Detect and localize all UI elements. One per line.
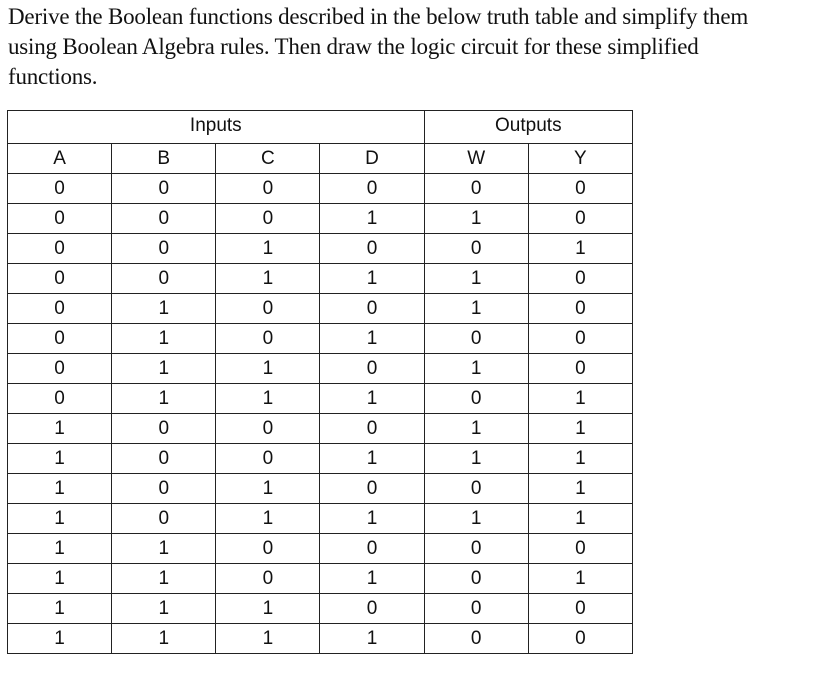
cell-b: 0 — [112, 504, 216, 534]
cell-d: 1 — [320, 204, 424, 234]
cell-d: 1 — [320, 504, 424, 534]
cell-d: 0 — [320, 534, 424, 564]
cell-c: 1 — [216, 264, 320, 294]
cell-d: 1 — [320, 444, 424, 474]
cell-w: 0 — [424, 324, 528, 354]
cell-b: 1 — [112, 624, 216, 654]
cell-w: 0 — [424, 234, 528, 264]
question-text — [8, 2, 828, 92]
table-row — [8, 564, 633, 594]
cell-w: 1 — [424, 264, 528, 294]
cell-a: 0 — [8, 384, 112, 414]
cell-y: 0 — [528, 594, 632, 624]
question-line-1: Derive the Boolean functions described in the below truth table and simplify them — [8, 4, 749, 29]
column-header-w: W — [424, 144, 528, 174]
column-header-c: C — [216, 144, 320, 174]
cell-c: 1 — [216, 234, 320, 264]
cell-c: 1 — [216, 474, 320, 504]
cell-c: 1 — [216, 504, 320, 534]
cell-d: 0 — [320, 474, 424, 504]
cell-b: 1 — [112, 294, 216, 324]
table-row — [8, 204, 633, 234]
table-row — [8, 444, 633, 474]
cell-w: 0 — [424, 624, 528, 654]
column-header-a: A — [8, 144, 112, 174]
cell-a: 0 — [8, 354, 112, 384]
cell-b: 0 — [112, 414, 216, 444]
outputs-header: Outputs — [424, 111, 632, 144]
cell-w: 1 — [424, 294, 528, 324]
cell-a: 1 — [8, 474, 112, 504]
cell-d: 0 — [320, 594, 424, 624]
cell-c: 0 — [216, 444, 320, 474]
cell-w: 1 — [424, 204, 528, 234]
table-row — [8, 324, 633, 354]
cell-b: 1 — [112, 384, 216, 414]
table-row — [8, 174, 633, 204]
column-header-b: B — [112, 144, 216, 174]
cell-y: 1 — [528, 234, 632, 264]
cell-a: 1 — [8, 624, 112, 654]
cell-w: 0 — [424, 594, 528, 624]
cell-y: 1 — [528, 384, 632, 414]
question-line-2: using Boolean Algebra rules. Then draw the logic circuit for these simplified — [8, 34, 699, 59]
cell-b: 1 — [112, 534, 216, 564]
cell-d: 1 — [320, 564, 424, 594]
table-row — [8, 294, 633, 324]
cell-b: 0 — [112, 204, 216, 234]
table-row — [8, 264, 633, 294]
column-header-y: Y — [528, 144, 632, 174]
table-row — [8, 384, 633, 414]
table-row — [8, 234, 633, 264]
table-row — [8, 474, 633, 504]
cell-d: 0 — [320, 354, 424, 384]
cell-c: 0 — [216, 324, 320, 354]
cell-w: 1 — [424, 444, 528, 474]
cell-w: 0 — [424, 174, 528, 204]
cell-y: 0 — [528, 324, 632, 354]
cell-c: 1 — [216, 384, 320, 414]
cell-y: 1 — [528, 444, 632, 474]
cell-w: 1 — [424, 414, 528, 444]
truth-table — [7, 110, 633, 654]
table-row — [8, 354, 633, 384]
cell-a: 1 — [8, 534, 112, 564]
cell-a: 1 — [8, 414, 112, 444]
cell-y: 1 — [528, 414, 632, 444]
cell-c: 1 — [216, 354, 320, 384]
cell-b: 0 — [112, 444, 216, 474]
table-row — [8, 594, 633, 624]
cell-y: 0 — [528, 354, 632, 384]
cell-d: 1 — [320, 624, 424, 654]
cell-y: 1 — [528, 474, 632, 504]
cell-w: 0 — [424, 384, 528, 414]
cell-w: 1 — [424, 354, 528, 384]
cell-w: 0 — [424, 564, 528, 594]
group-header-row — [8, 111, 633, 144]
table-row — [8, 534, 633, 564]
inputs-header: Inputs — [8, 111, 425, 144]
cell-b: 1 — [112, 324, 216, 354]
column-header-row — [8, 144, 633, 174]
cell-d: 0 — [320, 414, 424, 444]
cell-b: 0 — [112, 174, 216, 204]
table-row — [8, 414, 633, 444]
table-row — [8, 504, 633, 534]
cell-c: 0 — [216, 174, 320, 204]
cell-c: 0 — [216, 294, 320, 324]
cell-a: 0 — [8, 204, 112, 234]
cell-d: 1 — [320, 324, 424, 354]
cell-a: 1 — [8, 564, 112, 594]
cell-y: 0 — [528, 204, 632, 234]
cell-y: 1 — [528, 564, 632, 594]
cell-a: 0 — [8, 324, 112, 354]
cell-y: 0 — [528, 624, 632, 654]
cell-b: 0 — [112, 264, 216, 294]
cell-b: 1 — [112, 354, 216, 384]
cell-b: 0 — [112, 234, 216, 264]
table-row — [8, 624, 633, 654]
cell-y: 0 — [528, 174, 632, 204]
truth-table-body — [8, 174, 633, 654]
cell-y: 1 — [528, 504, 632, 534]
cell-b: 0 — [112, 474, 216, 504]
cell-c: 0 — [216, 414, 320, 444]
cell-d: 0 — [320, 294, 424, 324]
cell-a: 0 — [8, 294, 112, 324]
cell-w: 0 — [424, 474, 528, 504]
cell-a: 0 — [8, 234, 112, 264]
cell-a: 0 — [8, 264, 112, 294]
cell-a: 1 — [8, 504, 112, 534]
cell-d: 0 — [320, 234, 424, 264]
question-line-3: functions. — [8, 64, 98, 89]
cell-c: 1 — [216, 594, 320, 624]
cell-y: 0 — [528, 534, 632, 564]
cell-b: 1 — [112, 564, 216, 594]
cell-c: 0 — [216, 564, 320, 594]
cell-d: 1 — [320, 384, 424, 414]
cell-d: 1 — [320, 264, 424, 294]
cell-c: 1 — [216, 624, 320, 654]
cell-w: 0 — [424, 534, 528, 564]
cell-y: 0 — [528, 294, 632, 324]
cell-a: 1 — [8, 594, 112, 624]
cell-y: 0 — [528, 264, 632, 294]
cell-a: 0 — [8, 174, 112, 204]
cell-c: 0 — [216, 204, 320, 234]
column-header-d: D — [320, 144, 424, 174]
cell-c: 0 — [216, 534, 320, 564]
cell-d: 0 — [320, 174, 424, 204]
cell-a: 1 — [8, 444, 112, 474]
cell-b: 1 — [112, 594, 216, 624]
cell-w: 1 — [424, 504, 528, 534]
